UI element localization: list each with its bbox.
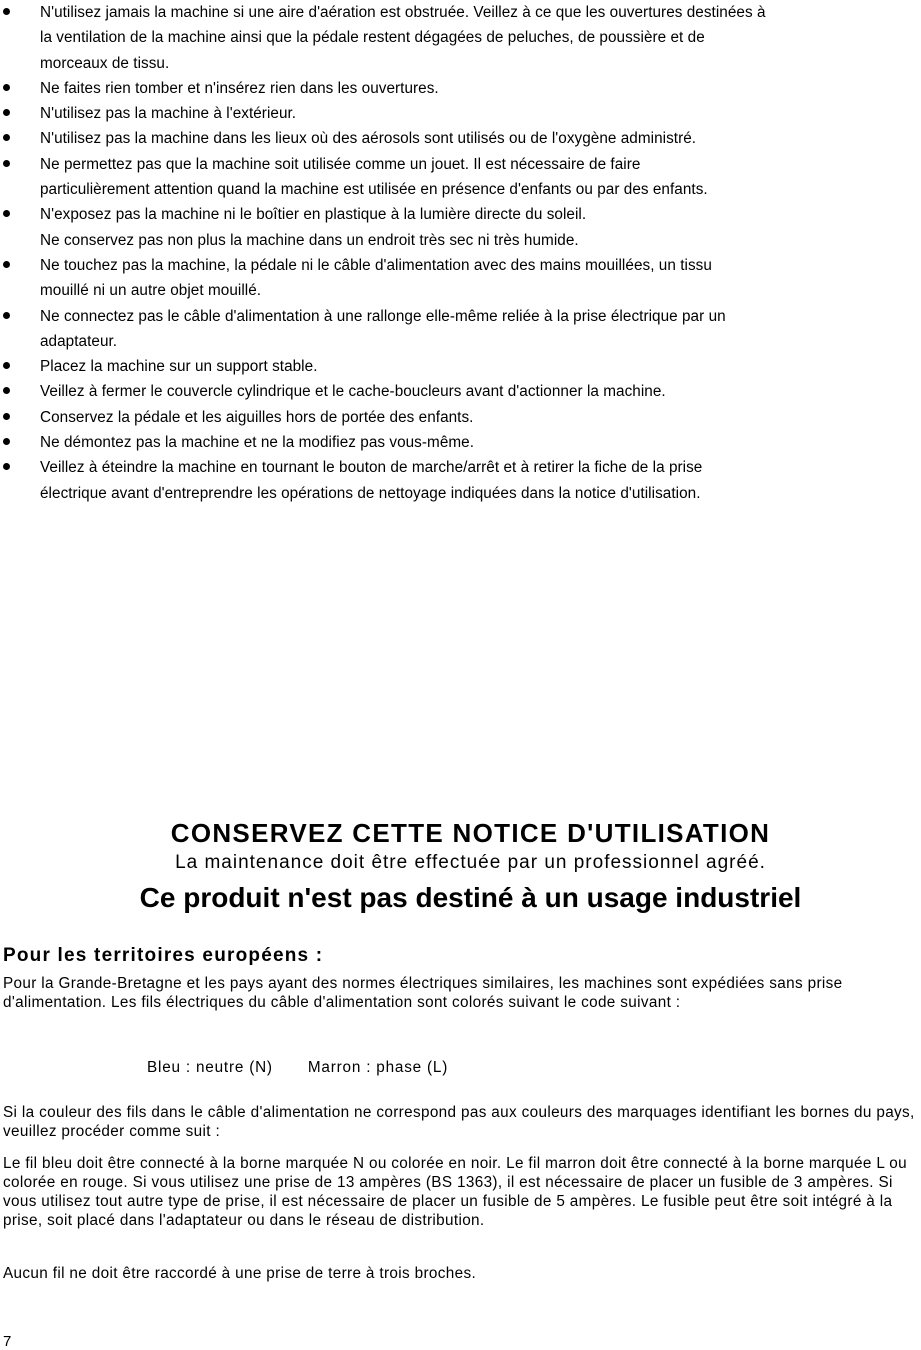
wire-mismatch-paragraph: Si la couleur des fils dans le câble d'alimentation ne correspond pas aux couleurs des marquages identifiant les bornes du pays, veuillez procéder comme suit : bbox=[3, 1104, 915, 1140]
safety-bullet bbox=[0, 354, 921, 379]
safety-bullet bbox=[0, 253, 921, 304]
bullet-dot-icon bbox=[3, 387, 10, 394]
bullet-text-line: Veillez à fermer le couvercle cylindrique et le cache-boucleurs avant d'actionner la machine. bbox=[40, 383, 666, 401]
bullet-text-line: Ne connectez pas le câble d'alimentation à une rallonge elle-même reliée à la prise électrique par un bbox=[40, 307, 726, 325]
europe-heading: Pour les territoires européens : bbox=[3, 945, 324, 966]
safety-bullet bbox=[0, 76, 921, 101]
bullet-dot-icon bbox=[3, 261, 10, 268]
safety-bullet bbox=[0, 101, 921, 126]
bullet-text-line: Conservez la pédale et les aiguilles hors de portée des enfants. bbox=[40, 408, 474, 426]
bullet-text-line: Ne faites rien tomber et n'insérez rien dans les ouvertures. bbox=[40, 79, 439, 97]
bullet-text-line: N'utilisez pas la machine à l'extérieur. bbox=[40, 105, 297, 123]
bullet-text-line: morceaux de tissu. bbox=[40, 54, 170, 72]
bullet-dot-icon bbox=[3, 134, 10, 141]
safety-bullet-list bbox=[0, 0, 921, 506]
safety-bullet bbox=[0, 126, 921, 151]
not-industrial-warning: Ce produit n'est pas destiné à un usage industriel bbox=[139, 882, 802, 913]
page-number: 7 bbox=[3, 1333, 12, 1350]
bullet-text-line: Ne conservez pas non plus la machine dans un endroit très sec ni très humide. bbox=[40, 231, 579, 249]
bullet-dot-icon bbox=[3, 312, 10, 319]
bullet-text-line: Ne démontez pas la machine et ne la modifiez pas vous-même. bbox=[40, 434, 475, 452]
bullet-dot-icon bbox=[3, 413, 10, 420]
bullet-dot-icon bbox=[3, 109, 10, 116]
bullet-text-line: Ne permettez pas que la machine soit utilisée comme un jouet. Il est nécessaire de faire bbox=[40, 155, 641, 173]
bullet-dot-icon bbox=[3, 160, 10, 167]
bullet-dot-icon bbox=[3, 362, 10, 369]
bullet-dot-icon bbox=[3, 438, 10, 445]
wire-brown-phase: Marron : phase (L) bbox=[307, 1059, 449, 1076]
wire-connection-paragraph: Le fil bleu doit être connecté à la borne marquée N ou colorée en noir. Le fil marron doit être connecté à la borne marquée L ou colorée en rouge. Si vous utilisez une prise de 13 ampères (BS 1363), il est nécessaire de placer un fusible de 3 ampères. Si vous utilisez tout autre type de prise, il est nécessaire de placer un fusible de 5 ampères. Le fusible peut être soit intégré à la prise, soit placé dans l'adaptateur ou dans le réseau de distribution. bbox=[3, 1155, 907, 1229]
safety-bullet bbox=[0, 202, 921, 253]
maintenance-note: La maintenance doit être effectuée par un professionnel agréé. bbox=[175, 852, 766, 873]
bullet-text-line: N'utilisez jamais la machine si une aire d'aération est obstruée. Veillez à ce que les ouvertures destinées à bbox=[40, 4, 766, 21]
bullet-dot-icon bbox=[3, 210, 10, 217]
bullet-dot-icon bbox=[3, 8, 10, 15]
bullet-text-line: Ne touchez pas la machine, la pédale ni le câble d'alimentation avec des mains mouillées, un tissu bbox=[40, 256, 712, 274]
safety-bullet bbox=[0, 152, 921, 203]
bullet-dot-icon bbox=[3, 463, 10, 470]
bullet-text-line: Veillez à éteindre la machine en tournant le bouton de marche/arrêt et à retirer la fiche de la prise bbox=[40, 459, 703, 477]
safety-bullet bbox=[0, 405, 921, 430]
bullet-text-line: électrique avant d'entreprendre les opérations de nettoyage indiquées dans la notice d'utilisation. bbox=[40, 484, 701, 502]
safety-bullet bbox=[0, 0, 921, 76]
safety-bullet bbox=[0, 379, 921, 404]
wire-color-codes bbox=[147, 1059, 478, 1077]
save-notice-title: CONSERVEZ CETTE NOTICE D'UTILISATION bbox=[170, 818, 771, 848]
bullet-text-line: la ventilation de la machine ainsi que la pédale restent dégagées de peluches, de poussière et de bbox=[40, 29, 705, 47]
safety-bullet bbox=[0, 304, 921, 355]
safety-bullet bbox=[0, 430, 921, 455]
bullet-text-line: N'utilisez pas la machine dans les lieux où des aérosols sont utilisés ou de l'oxygène administré. bbox=[40, 130, 697, 148]
ground-warning: Aucun fil ne doit être raccordé à une prise de terre à trois broches. bbox=[3, 1265, 477, 1282]
safety-bullet bbox=[0, 455, 921, 506]
bullet-text-line: N'exposez pas la machine ni le boîtier en plastique à la lumière directe du soleil. bbox=[40, 206, 587, 224]
bullet-text-line: Placez la machine sur un support stable. bbox=[40, 358, 318, 376]
wire-blue-neutral: Bleu : neutre (N) bbox=[147, 1059, 273, 1076]
bullet-text-line: particulièrement attention quand la machine est utilisée en présence d'enfants ou par des enfants. bbox=[40, 181, 708, 199]
bullet-text-line: adaptateur. bbox=[40, 332, 118, 350]
bullet-dot-icon bbox=[3, 84, 10, 91]
bullet-text-line: mouillé ni un autre objet mouillé. bbox=[40, 282, 262, 300]
uk-plug-paragraph: Pour la Grande-Bretagne et les pays ayant des normes électriques similaires, les machines sont expédiées sans prise d'alimentation. Les fils électriques du câble d'alimentation sont colorés suivant le code suivant : bbox=[3, 975, 843, 1011]
